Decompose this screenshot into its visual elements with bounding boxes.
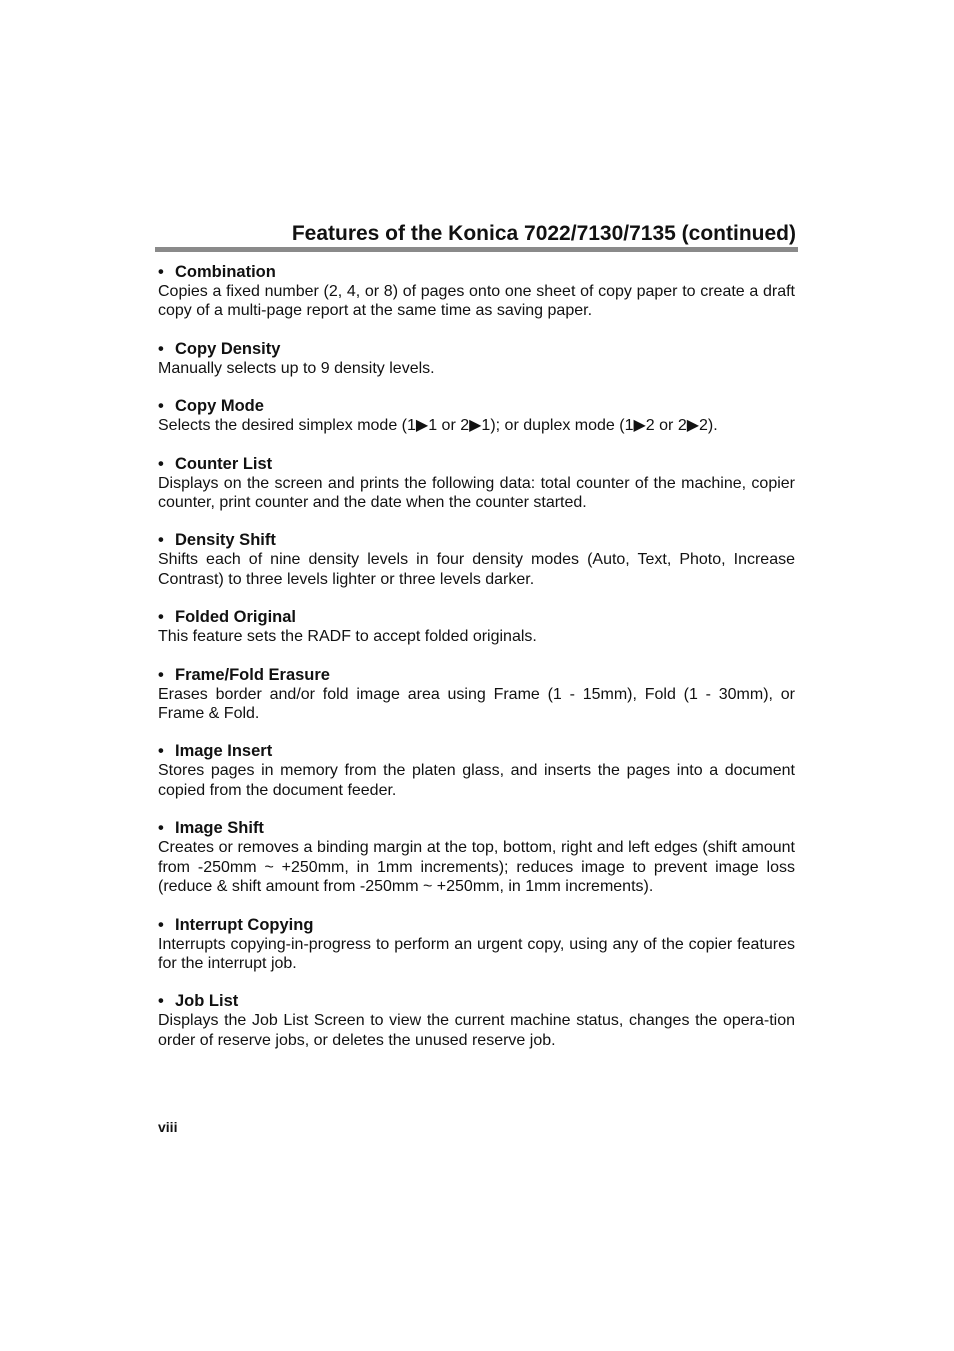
bullet-icon: • [158,819,164,838]
feature-description: Selects the desired simplex mode (1▶1 or 2▶1); or duplex mode (1▶2 or 2▶2). [158,417,718,435]
page-title: Features of the Konica 7022/7130/7135 (continued) [291,222,796,245]
feature-item-image-insert [158,741,795,800]
feature-item-folded-original [158,607,795,646]
bullet-icon: • [158,531,164,550]
feature-heading [158,396,795,416]
title-rule [155,247,798,252]
feature-name: Copy Density [175,339,281,358]
feature-heading [158,818,795,838]
feature-heading [158,530,795,550]
bullet-icon: • [158,339,164,358]
feature-name: Image Shift [175,819,264,838]
feature-name: Counter List [175,454,273,473]
bullet-icon: • [158,608,164,627]
feature-item-copy-mode [158,396,795,435]
feature-heading [158,454,795,474]
feature-item-copy-density [158,339,795,378]
feature-description: Copies a fixed number (2, 4, or 8) of pages onto one sheet of copy paper to create a draft copy of a multi-page report at the same time as saving paper. [158,283,795,320]
feature-item-image-shift [158,818,795,896]
bullet-icon: • [158,915,164,934]
feature-description: Creates or removes a binding margin at the top, bottom, right and left edges (shift amount from -250mm ~ +250mm, in 1mm increments); reduces image to prevent image loss (reduce & shift amount from -250mm ~ +250mm, in 1mm increments). [158,839,795,896]
feature-description: This feature sets the RADF to accept folded originals. [158,628,537,646]
feature-heading [158,915,795,935]
feature-description: Displays the Job List Screen to view the current machine status, changes the opera-tion order of reserve jobs, or deletes the unused reserve job. [158,1012,795,1049]
feature-description: Erases border and/or fold image area using Frame (1 - 15mm), Fold (1 - 30mm), or Frame & Fold. [158,685,795,723]
feature-item-frame-fold-erasure [158,665,795,724]
feature-name: Combination [175,263,276,281]
feature-heading [158,741,795,761]
bullet-icon: • [158,665,164,684]
bullet-icon: • [158,454,164,473]
feature-heading [158,991,795,1011]
feature-item-interrupt-copying [158,915,795,974]
feature-description: Manually selects up to 9 density levels. [158,359,435,377]
feature-heading [158,607,795,627]
feature-list [158,262,795,1068]
feature-name: Interrupt Copying [175,915,314,934]
feature-heading [158,665,795,685]
bullet-icon: • [158,742,164,761]
feature-name: Job List [175,992,239,1011]
feature-item-job-list [158,991,795,1050]
feature-description: Interrupts copying-in-progress to perform an urgent copy, using any of the copier features for the interrupt job. [158,935,795,972]
feature-name: Density Shift [175,531,276,550]
feature-name: Folded Original [175,608,297,627]
feature-item-counter-list [158,454,795,513]
feature-description: Shifts each of nine density levels in four density modes (Auto, Text, Photo, Increase Contrast) to three levels lighter or three levels darker. [158,551,795,588]
page-number: viii [158,1119,178,1135]
feature-item-density-shift [158,530,795,589]
feature-item-combination [158,262,795,321]
feature-name: Image Insert [175,742,273,761]
bullet-icon: • [158,992,164,1011]
bullet-icon: • [158,263,164,281]
feature-description: Displays on the screen and prints the following data: total counter of the machine, copier counter, print counter and the date when the counter started. [158,474,795,512]
feature-name: Copy Mode [175,397,264,416]
feature-heading [158,339,795,359]
feature-name: Frame/Fold Erasure [175,665,330,684]
feature-description: Stores pages in memory from the platen glass, and inserts the pages into a document copied from the document feeder. [158,762,795,799]
feature-heading [158,262,795,282]
bullet-icon: • [158,397,164,416]
